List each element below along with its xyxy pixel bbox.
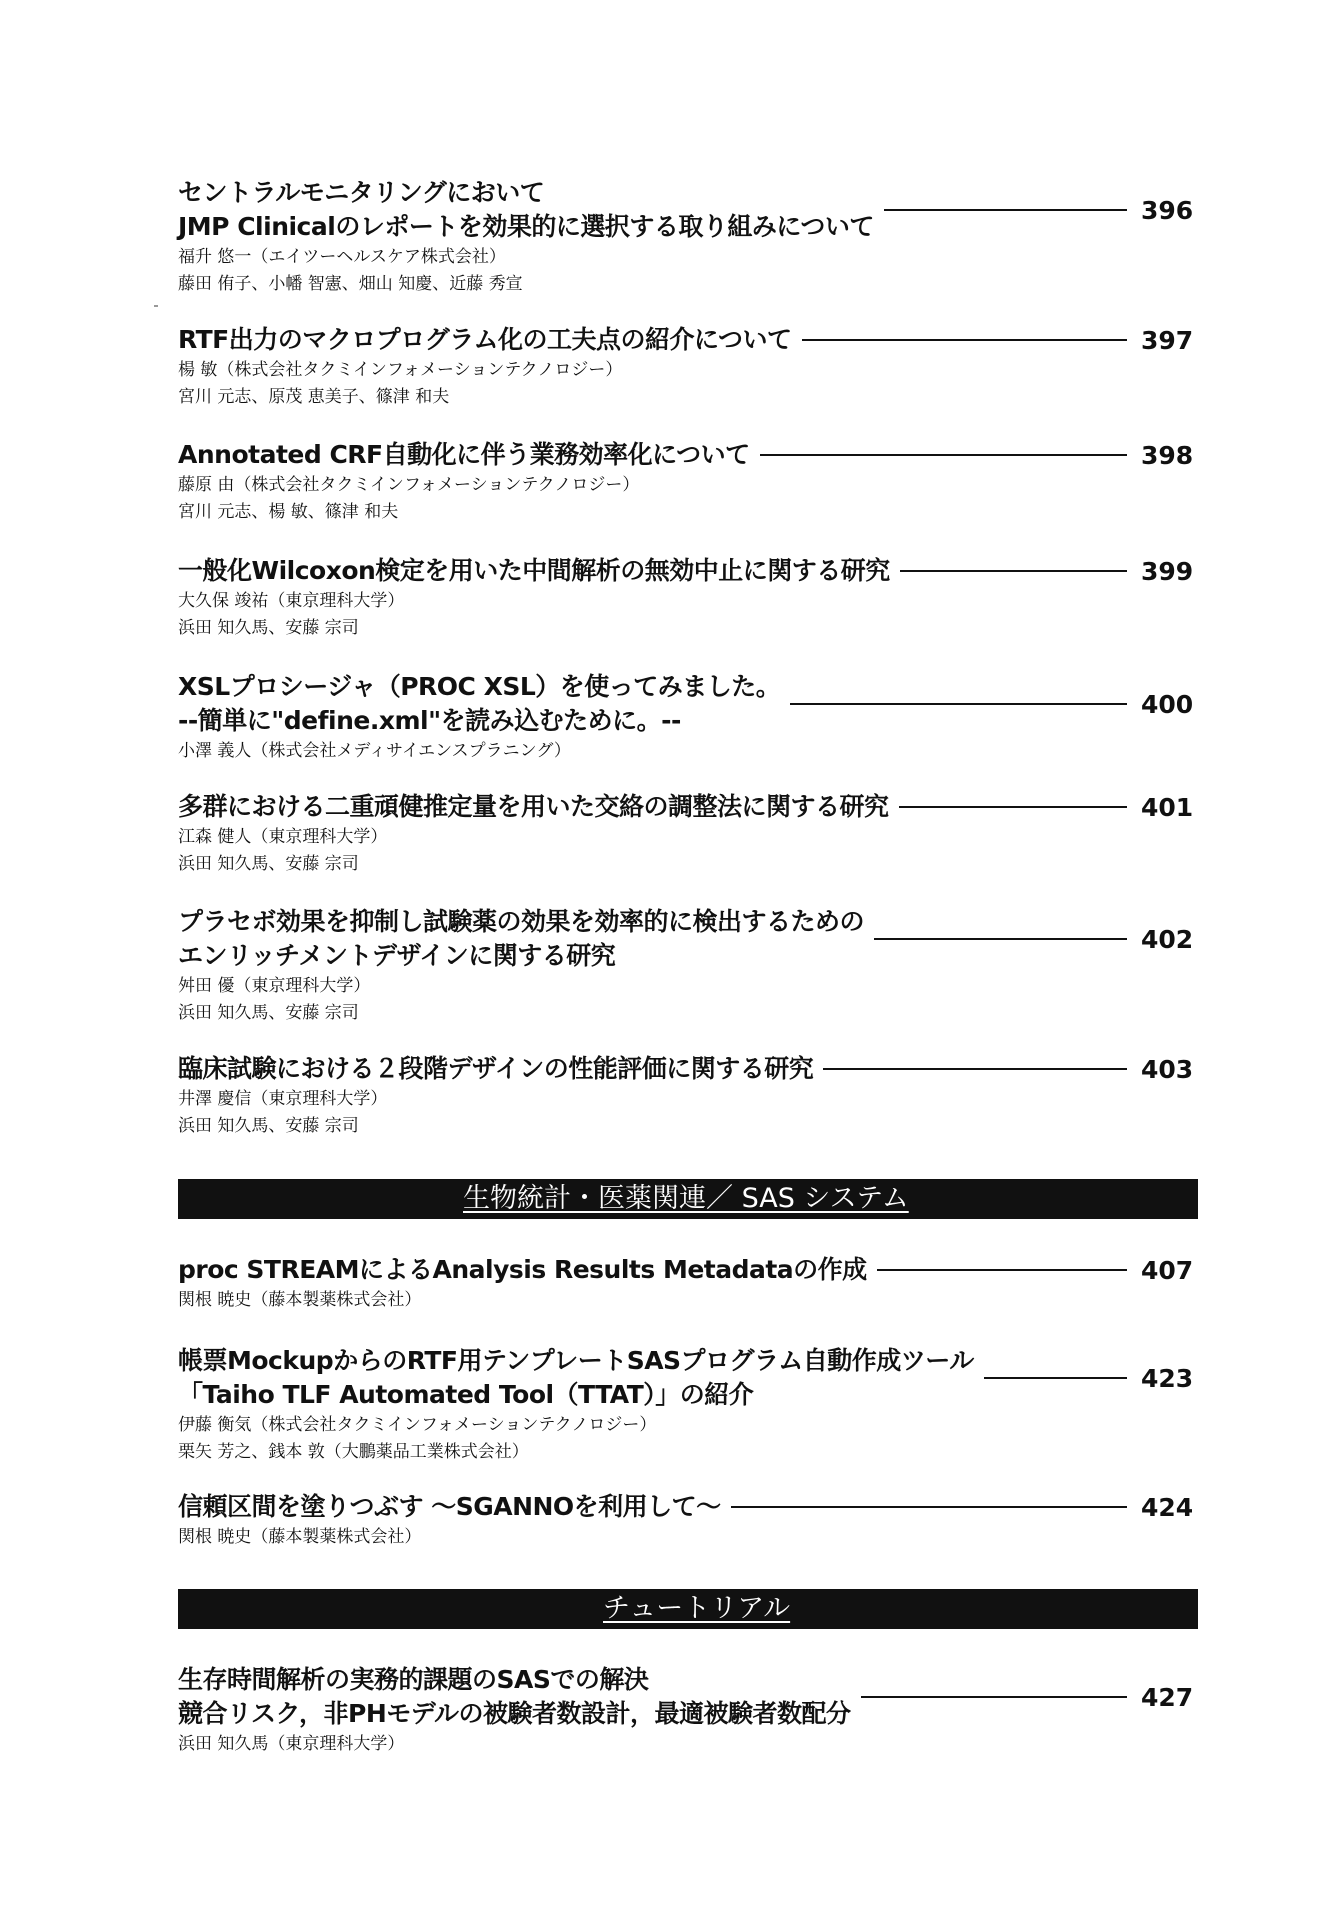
toc-title-row xyxy=(178,323,1193,357)
toc-title-row xyxy=(178,1490,1193,1524)
toc-title-line: JMP Clinicalのレポートを効果的に選択する取り組みについて xyxy=(178,212,874,241)
toc-entry xyxy=(178,670,1193,765)
page-number: 401 xyxy=(1141,792,1194,822)
author-line: 栗矢 芳之、銭本 敦（大鵬薬品工業株式会社） xyxy=(178,1442,529,1462)
leader-line xyxy=(802,339,1127,341)
author-line: 浜田 知久馬、安藤 宗司 xyxy=(178,618,359,638)
page-number: 399 xyxy=(1141,556,1194,586)
toc-title-row xyxy=(178,790,1193,824)
toc-entry xyxy=(178,554,1193,642)
toc-title-line: 多群における二重頑健推定量を用いた交絡の調整法に関する研究 xyxy=(178,792,889,821)
author-line: 小澤 義人（株式会社メディサイエンスプラニング） xyxy=(178,741,571,761)
page-number: 400 xyxy=(1141,689,1194,719)
page-number: 424 xyxy=(1141,1492,1194,1522)
toc-title-row xyxy=(178,905,1193,973)
author-line: 福升 悠一（エイツーヘルスケア株式会社） xyxy=(178,247,506,267)
author-line: 関根 暁史（藤本製薬株式会社） xyxy=(178,1527,422,1547)
author-line: 伊藤 衡気（株式会社タクミインフォメーションテクノロジー） xyxy=(178,1415,657,1435)
leader-line xyxy=(884,209,1127,211)
author-line: 浜田 知久馬、安藤 宗司 xyxy=(178,1116,359,1136)
toc-title-row xyxy=(178,176,1193,244)
toc-entry xyxy=(178,176,1193,298)
toc-title-line: proc STREAMによるAnalysis Results Metadataの作成 xyxy=(178,1255,867,1284)
toc-entry xyxy=(178,905,1193,1027)
author-line: 宮川 元志、原茂 恵美子、篠津 和夫 xyxy=(178,387,450,407)
leader-line xyxy=(900,570,1127,572)
section-title: チュートリアル xyxy=(603,1593,791,1624)
toc-title-row xyxy=(178,554,1193,588)
toc-entry xyxy=(178,1344,1193,1466)
author-line: 江森 健人（東京理科大学） xyxy=(178,827,388,847)
author-line: 関根 暁史（藤本製薬株式会社） xyxy=(178,1290,422,1310)
toc-title-line: 生存時間解析の実務的課題のSASでの解決 xyxy=(178,1665,649,1694)
toc-entry xyxy=(178,1052,1193,1140)
margin-mark xyxy=(154,305,158,307)
toc-title-line: 一般化Wilcoxon検定を用いた中間解析の無効中止に関する研究 xyxy=(178,556,890,585)
toc-title-row xyxy=(178,670,1193,738)
author-line: 大久保 竣祐（東京理科大学） xyxy=(178,591,405,611)
toc-entry xyxy=(178,790,1193,878)
author-line: 井澤 慶信（東京理科大学） xyxy=(178,1089,388,1109)
leader-line xyxy=(731,1506,1127,1508)
toc-title-row xyxy=(178,1253,1193,1287)
toc-title-line: XSLプロシージャ（PROC XSL）を使ってみました。 xyxy=(178,672,781,701)
toc-title-line: セントラルモニタリングにおいて xyxy=(178,178,545,207)
toc-title-row xyxy=(178,1663,1193,1731)
toc-title-row xyxy=(178,1052,1193,1086)
toc-entry xyxy=(178,1490,1193,1551)
toc-title-line: --簡単に"define.xml"を読み込むために。-- xyxy=(178,706,681,735)
toc-title-line: 信頼区間を塗りつぶす ～SGANNOを利用して～ xyxy=(178,1492,721,1521)
author-line: 浜田 知久馬、安藤 宗司 xyxy=(178,1003,359,1023)
author-line: 舛田 優（東京理科大学） xyxy=(178,976,371,996)
leader-line xyxy=(984,1377,1127,1379)
leader-line xyxy=(760,454,1127,456)
page-number: 397 xyxy=(1141,325,1194,355)
page-number: 398 xyxy=(1141,440,1194,470)
toc-title-line: エンリッチメントデザインに関する研究 xyxy=(178,941,616,970)
author-line: 藤田 侑子、小幡 智憲、畑山 知慶、近藤 秀宣 xyxy=(178,274,523,294)
toc-entry xyxy=(178,438,1193,526)
page-number: 423 xyxy=(1141,1363,1194,1393)
page-number: 403 xyxy=(1141,1054,1194,1084)
toc-title-line: 帳票MockupからのRTF用テンプレートSASプログラム自動作成ツール xyxy=(178,1346,974,1375)
leader-line xyxy=(877,1269,1127,1271)
section-header-bar xyxy=(178,1179,1198,1219)
section-title: 生物統計・医薬関連／ SAS システム xyxy=(463,1183,909,1214)
author-line: 藤原 由（株式会社タクミインフォメーションテクノロジー） xyxy=(178,475,640,495)
toc-title-line: Annotated CRF自動化に伴う業務効率化について xyxy=(178,440,750,469)
toc-title-line: RTF出力のマクロプログラム化の工夫点の紹介について xyxy=(178,325,792,354)
leader-line xyxy=(861,1696,1128,1698)
author-line: 楊 敏（株式会社タクミインフォメーションテクノロジー） xyxy=(178,360,623,380)
toc-entry xyxy=(178,1253,1193,1314)
toc-entry xyxy=(178,323,1193,411)
page-number: 396 xyxy=(1141,195,1194,225)
toc-title-row xyxy=(178,438,1193,472)
toc-title-line: プラセボ効果を抑制し試験薬の効果を効率的に検出するための xyxy=(178,907,865,936)
author-line: 浜田 知久馬、安藤 宗司 xyxy=(178,854,359,874)
leader-line xyxy=(899,806,1127,808)
toc-title-line: 「Taiho TLF Automated Tool（TTAT）」の紹介 xyxy=(178,1380,754,1409)
author-line: 宮川 元志、楊 敏、篠津 和夫 xyxy=(178,502,399,522)
toc-title-row xyxy=(178,1344,1193,1412)
leader-line xyxy=(823,1068,1127,1070)
author-line: 浜田 知久馬（東京理科大学） xyxy=(178,1734,405,1754)
page-number: 407 xyxy=(1141,1255,1194,1285)
section-header-bar xyxy=(178,1589,1198,1629)
page-number: 427 xyxy=(1141,1682,1194,1712)
leader-line xyxy=(874,938,1127,940)
toc-entry xyxy=(178,1663,1193,1758)
toc-title-line: 競合リスク，非PHモデルの被験者数設計，最適被験者数配分 xyxy=(178,1699,851,1728)
leader-line xyxy=(790,703,1127,705)
toc-title-line: 臨床試験における２段階デザインの性能評価に関する研究 xyxy=(178,1054,814,1083)
page-number: 402 xyxy=(1141,924,1194,954)
